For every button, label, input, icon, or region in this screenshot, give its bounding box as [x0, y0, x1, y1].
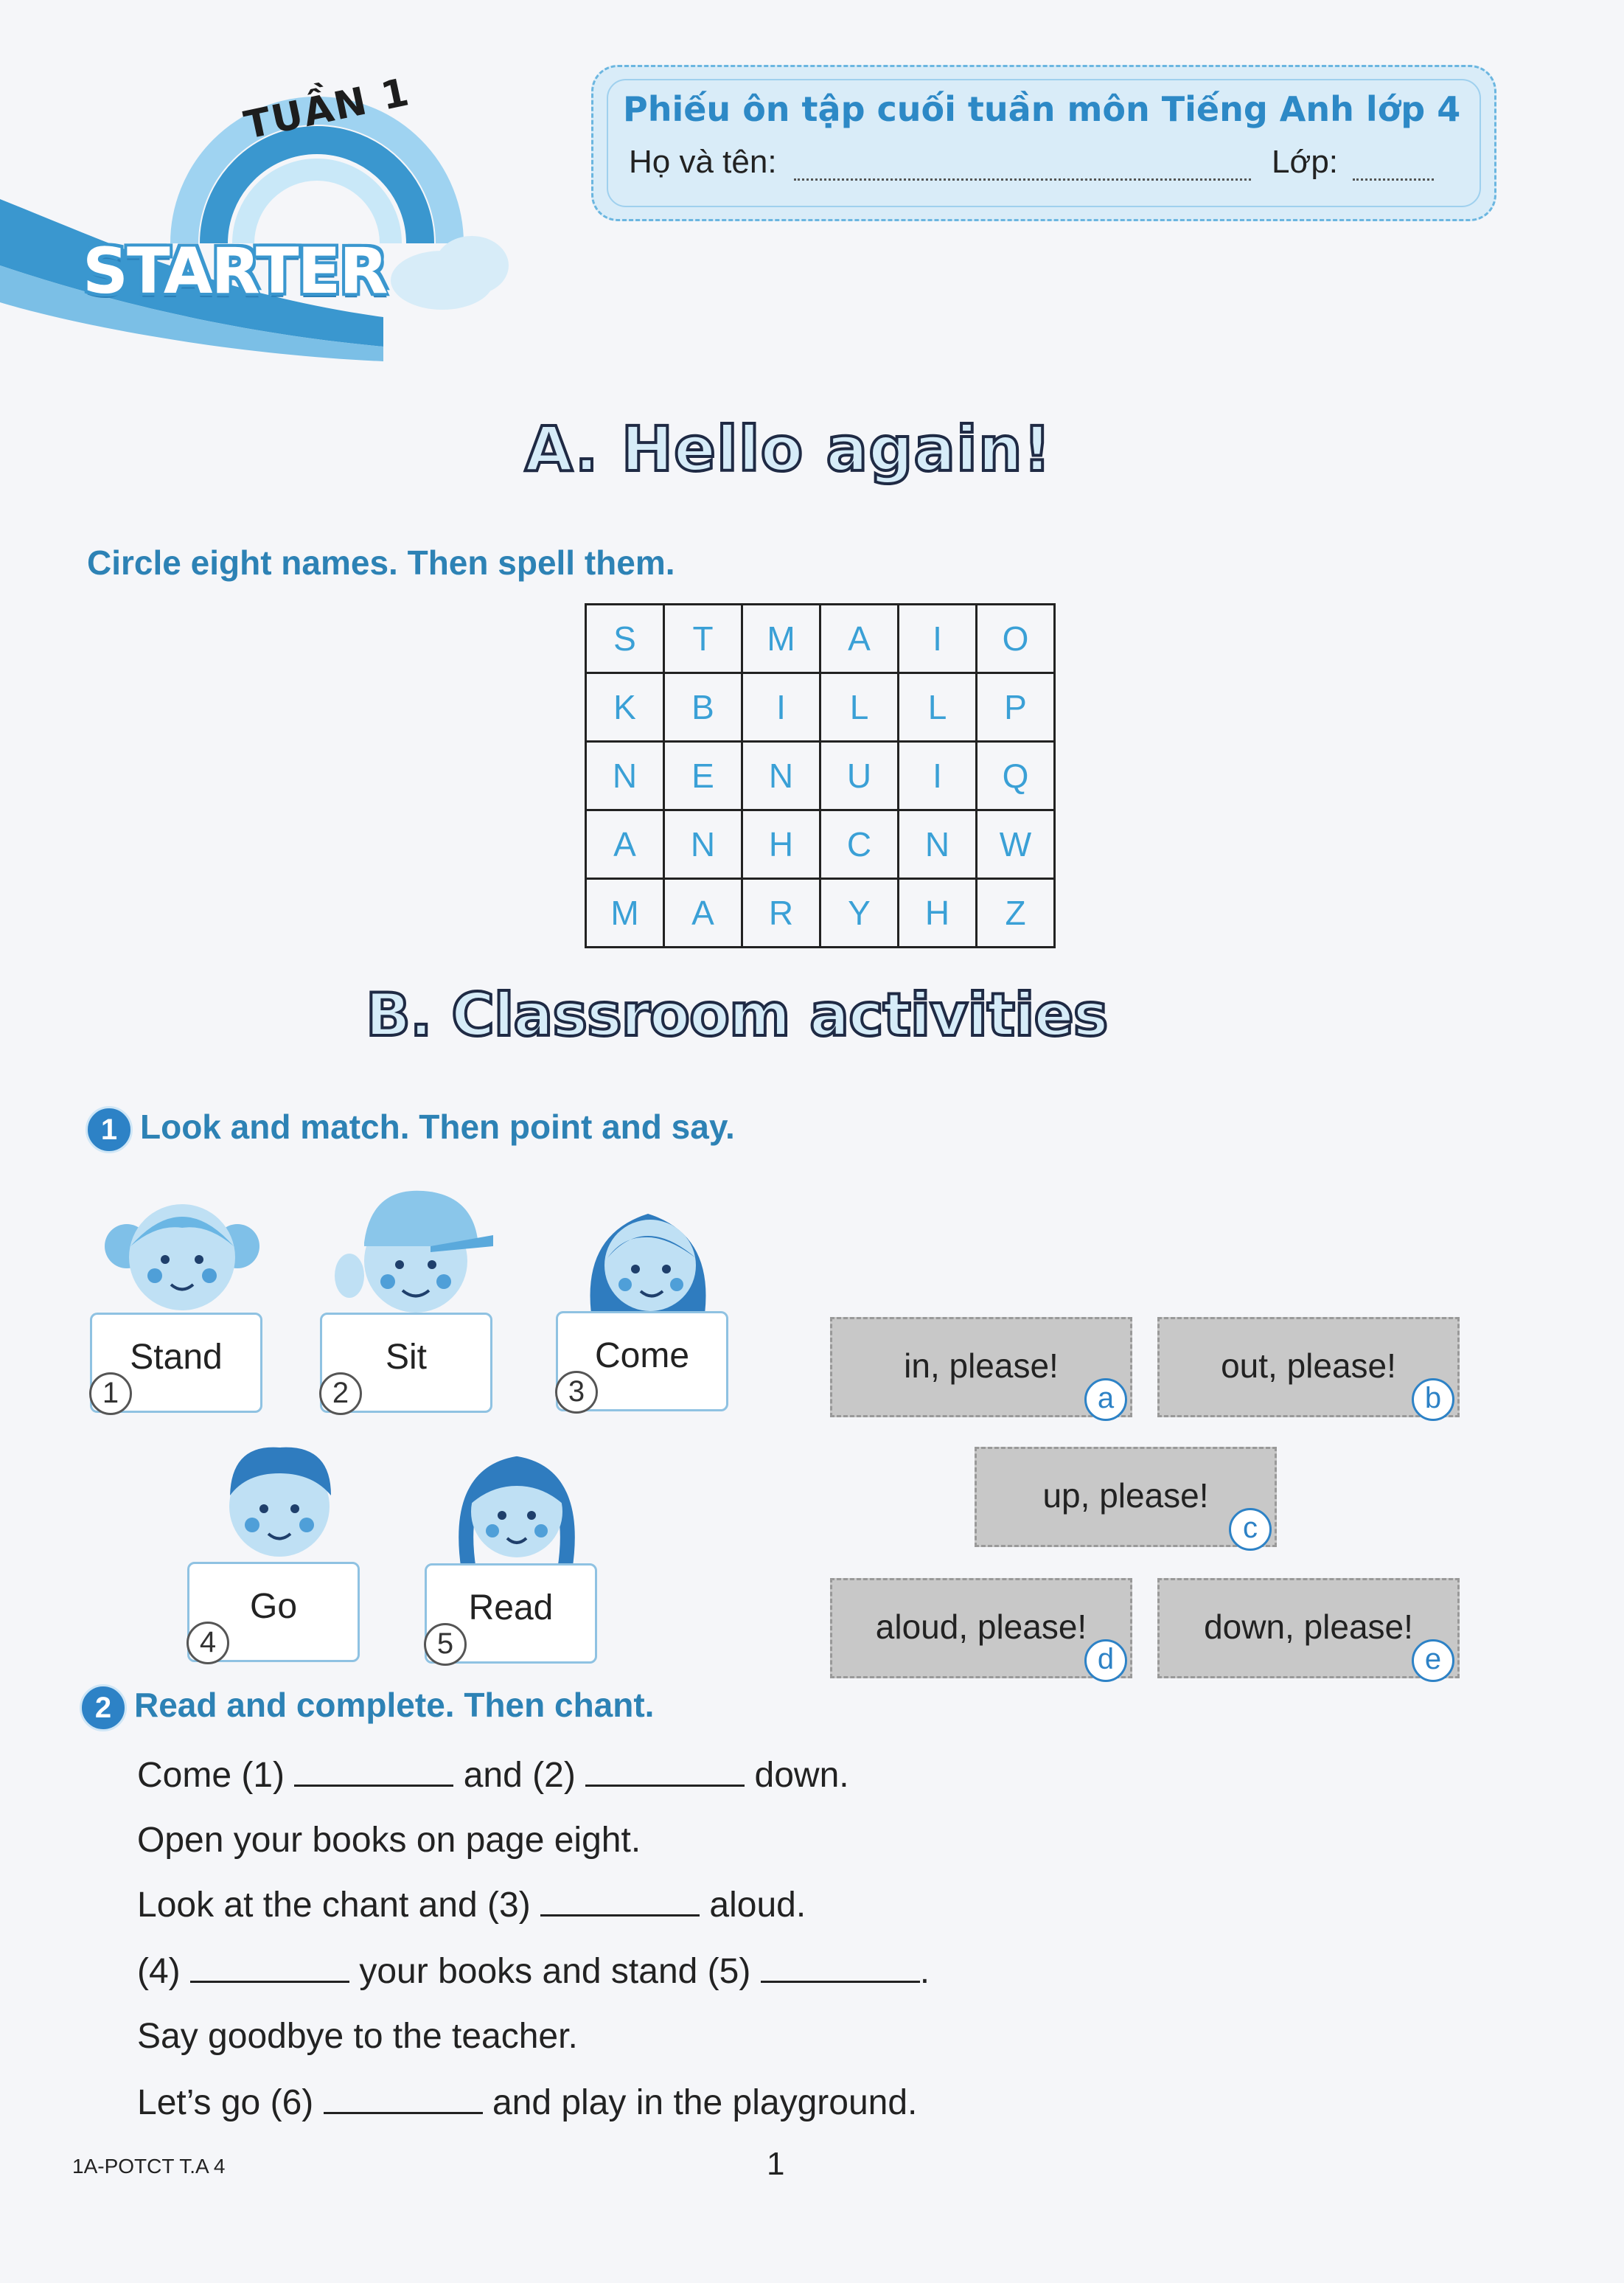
grid-row — [586, 810, 1055, 879]
grid-cell[interactable]: I — [899, 742, 977, 810]
section-b-heading: B. Classroom activities — [366, 981, 1108, 1049]
chant-line-1: Come (1) and (2) down. — [137, 1756, 849, 1795]
grid-row — [586, 742, 1055, 810]
chant-line-2: Open your books on page eight. — [137, 1821, 641, 1860]
sign-number: 1 — [89, 1372, 132, 1415]
girl-braids-icon — [425, 1445, 609, 1571]
kid-sign-3 — [556, 1192, 740, 1420]
phrase-text: up, please! — [1042, 1476, 1209, 1515]
kid-sign-1 — [90, 1187, 274, 1416]
sign-word: Go — [249, 1587, 298, 1626]
grid-cell[interactable]: O — [977, 605, 1055, 673]
grid-cell[interactable]: M — [586, 879, 664, 948]
worksheet-header-card — [591, 65, 1496, 221]
chant-line-5: Say goodbye to the teacher. — [137, 2017, 578, 2056]
phrase-letter: a — [1084, 1378, 1127, 1421]
phrase-letter: d — [1084, 1639, 1127, 1682]
sign-word: Stand — [130, 1338, 223, 1377]
exercise-1-instruction-row — [86, 1106, 735, 1153]
phrase-tag-b[interactable] — [1157, 1317, 1460, 1417]
phrase-tag-d[interactable] — [830, 1578, 1132, 1678]
kid-sign-2 — [320, 1172, 504, 1416]
girl-pigtails-icon — [90, 1187, 274, 1320]
grid-cell[interactable]: Q — [977, 742, 1055, 810]
grid-cell[interactable]: N — [586, 742, 664, 810]
grid-cell[interactable]: A — [664, 879, 742, 948]
kid-sign-4 — [187, 1422, 372, 1665]
grid-cell[interactable]: A — [820, 605, 899, 673]
grid-cell[interactable]: M — [742, 605, 820, 673]
name-field[interactable] — [794, 178, 1251, 181]
grid-cell[interactable]: Y — [820, 879, 899, 948]
grid-cell[interactable]: N — [664, 810, 742, 879]
blank-3[interactable] — [540, 1885, 700, 1917]
girl-long-hair-icon — [556, 1192, 740, 1324]
grid-cell[interactable]: H — [899, 879, 977, 948]
boy-spiky-hair-icon — [187, 1422, 372, 1569]
name-label: Họ và tên: — [629, 144, 777, 180]
grid-cell[interactable]: B — [664, 673, 742, 742]
grid-row — [586, 605, 1055, 673]
phrase-letter: e — [1412, 1639, 1454, 1682]
grid-cell[interactable]: S — [586, 605, 664, 673]
phrase-text: in, please! — [904, 1346, 1059, 1385]
blank-5[interactable] — [761, 1951, 920, 1983]
phrase-tag-e[interactable] — [1157, 1578, 1460, 1678]
chant-line-6: Let’s go (6) and play in the playground. — [137, 2083, 918, 2122]
phrase-tag-a[interactable] — [830, 1317, 1132, 1417]
section-a-heading: A. Hello again! — [525, 413, 1052, 485]
grid-row — [586, 673, 1055, 742]
grid-cell[interactable]: L — [899, 673, 977, 742]
blank-2[interactable] — [585, 1755, 745, 1787]
class-label: Lớp: — [1272, 144, 1339, 180]
sign-word: Read — [468, 1588, 554, 1627]
sign-number: 4 — [187, 1622, 229, 1664]
grid-cell[interactable]: I — [742, 673, 820, 742]
page-number: 1 — [767, 2146, 785, 2182]
grid-cell[interactable]: C — [820, 810, 899, 879]
phrase-tag-c[interactable] — [975, 1447, 1277, 1547]
chant-line-3: Look at the chant and (3) aloud. — [137, 1886, 806, 1925]
boy-cap-icon — [320, 1172, 504, 1320]
starter-rainbow-illustration — [0, 0, 516, 369]
exercise-2-instruction: Read and complete. Then chant. — [134, 1686, 655, 1725]
phrase-text: aloud, please! — [875, 1608, 1087, 1646]
sign-word: Sit — [385, 1338, 427, 1377]
sign-number: 2 — [319, 1372, 362, 1415]
grid-row — [586, 879, 1055, 948]
exercise-2-number: 2 — [80, 1684, 127, 1731]
grid-cell[interactable]: T — [664, 605, 742, 673]
grid-cell[interactable]: P — [977, 673, 1055, 742]
exercise-1-instruction: Look and match. Then point and say. — [140, 1108, 735, 1147]
phrase-text: out, please! — [1221, 1346, 1396, 1385]
phrase-letter: b — [1412, 1378, 1454, 1421]
grid-cell[interactable]: R — [742, 879, 820, 948]
week-label: TUẦN 1 — [240, 69, 414, 149]
sign-number: 3 — [555, 1371, 598, 1414]
grid-cell[interactable]: I — [899, 605, 977, 673]
sign-word: Come — [594, 1336, 690, 1375]
blank-1[interactable] — [294, 1755, 453, 1787]
grid-cell[interactable]: N — [899, 810, 977, 879]
grid-cell[interactable]: U — [820, 742, 899, 810]
blank-4[interactable] — [190, 1951, 349, 1983]
phrase-text: down, please! — [1204, 1608, 1413, 1646]
grid-cell[interactable]: A — [586, 810, 664, 879]
worksheet-title: Phiếu ôn tập cuối tuần môn Tiếng Anh lớp 4 — [623, 89, 1461, 129]
kid-sign-5 — [425, 1445, 609, 1667]
grid-cell[interactable]: Z — [977, 879, 1055, 948]
phrase-letter: c — [1229, 1508, 1272, 1551]
grid-cell[interactable]: L — [820, 673, 899, 742]
grid-cell[interactable]: K — [586, 673, 664, 742]
section-a-instruction: Circle eight names. Then spell them. — [87, 543, 675, 582]
class-field[interactable] — [1353, 178, 1434, 181]
footer-code: 1A-POTCT T.A 4 — [72, 2155, 226, 2178]
grid-cell[interactable]: N — [742, 742, 820, 810]
sign-number: 5 — [424, 1623, 467, 1666]
grid-cell[interactable]: W — [977, 810, 1055, 879]
grid-cell[interactable]: H — [742, 810, 820, 879]
chant-line-4: (4) your books and stand (5) . — [137, 1952, 930, 1991]
blank-6[interactable] — [324, 2082, 483, 2114]
grid-cell[interactable]: E — [664, 742, 742, 810]
exercise-2-instruction-row — [80, 1684, 654, 1731]
word-search-grid — [585, 603, 1056, 948]
unit-label: STARTER — [83, 234, 387, 308]
exercise-1-number: 1 — [86, 1106, 133, 1153]
